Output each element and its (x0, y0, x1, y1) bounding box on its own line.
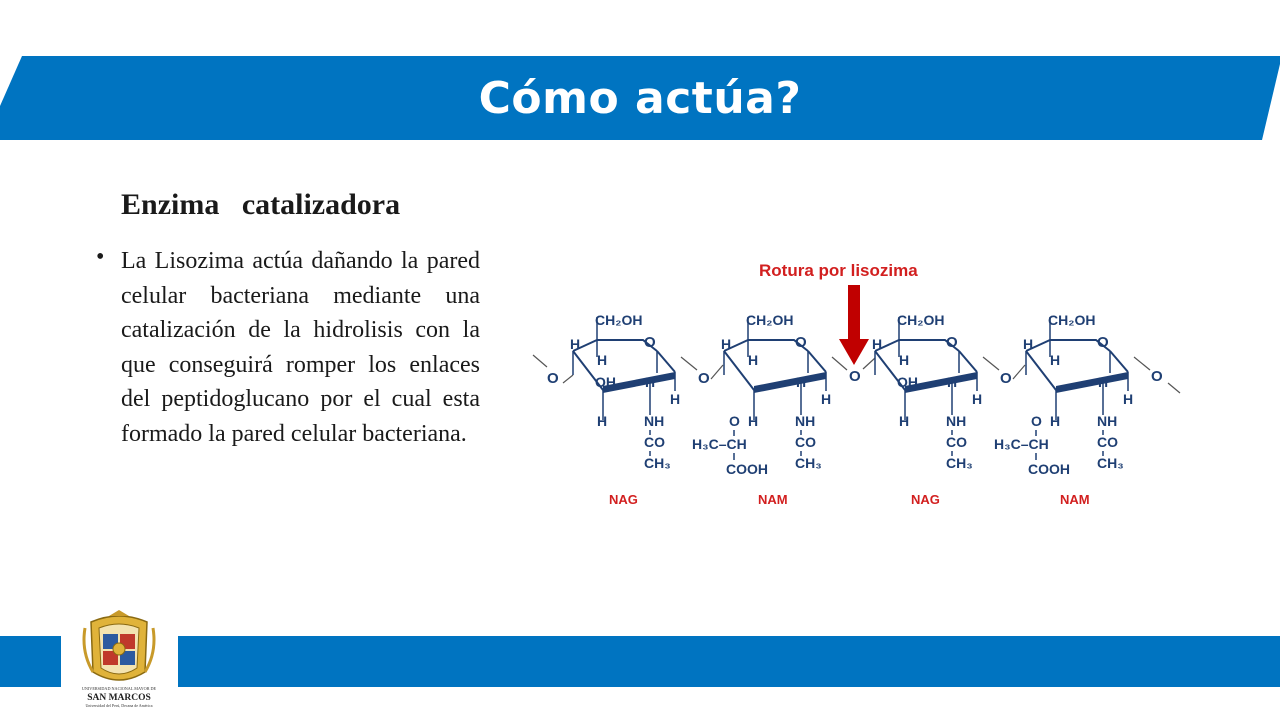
section-heading: Enzima catalizadora (121, 188, 401, 221)
link-oxygen-3: O (1000, 370, 1012, 387)
bullet-text: La Lisozima actúa dañando la pared celular bacteriana mediante una catalización de la hidrolisis con la que conseguirá romper los enlaces del peptidoglucano por el cual esta formado la pared celular bacteriana. (121, 248, 480, 447)
svg-text:Universidad del Perú, Decana d: Universidad del Perú, Decana de América (85, 703, 153, 708)
h-label: H (899, 352, 910, 368)
h-label: H (972, 391, 983, 407)
h-label: H (1050, 413, 1061, 429)
cleavage-arrow (839, 285, 869, 365)
bullet-dot: • (96, 244, 105, 270)
footer-bar-left (0, 636, 61, 687)
unit-type-label: NAG (911, 492, 940, 507)
ch2oh-label: CH₂OH (897, 312, 945, 328)
oh-label: OH (897, 374, 918, 390)
peptidoglycan-diagram (525, 255, 1205, 525)
h-label: H (597, 413, 608, 429)
nh-label: NH (1097, 413, 1118, 429)
ch3-label: CH₃ (644, 455, 671, 471)
h-label: H (872, 336, 883, 352)
sugar-unit-nag-1 (570, 312, 680, 507)
sugar-unit-nam-1 (692, 312, 831, 507)
h-label: H (899, 413, 910, 429)
ch3-label: CH₃ (795, 455, 822, 471)
cooh-label: COOH (726, 461, 768, 477)
nh-label: NH (946, 413, 967, 429)
h-label: H (748, 352, 759, 368)
sugar-unit-nam-2 (994, 312, 1133, 507)
lactyl-label: H₃C–CH (692, 436, 747, 452)
ch3-label: CH₃ (946, 455, 973, 471)
ch3-label: CH₃ (1097, 455, 1124, 471)
lactyl-label: H₃C–CH (994, 436, 1049, 452)
h-label: H (1098, 374, 1109, 390)
svg-text:UNIVERSIDAD NACIONAL MAYOR DE: UNIVERSIDAD NACIONAL MAYOR DE (81, 686, 157, 691)
unit-type-label: NAM (1060, 492, 1090, 507)
cooh-label: COOH (1028, 461, 1070, 477)
o-substituent: O (1031, 413, 1042, 429)
h-label: H (796, 374, 807, 390)
cleavage-label: Rotura por lisozima (759, 261, 918, 280)
nh-label: NH (795, 413, 816, 429)
nh-label: NH (644, 413, 665, 429)
unit-type-label: NAM (758, 492, 788, 507)
co-label: CO (946, 434, 967, 450)
unit-type-label: NAG (609, 492, 638, 507)
link-oxygen-1: O (698, 370, 710, 387)
ring-oxygen: O (644, 334, 656, 351)
co-label: CO (644, 434, 665, 450)
h-label: H (1050, 352, 1061, 368)
university-crest-logo (79, 608, 159, 712)
link-oxygen-4: O (1151, 368, 1163, 385)
ring-oxygen: O (795, 334, 807, 351)
ch2oh-label: CH₂OH (595, 312, 643, 328)
h-label: H (570, 336, 581, 352)
h-label: H (670, 391, 681, 407)
h-label: H (1123, 391, 1134, 407)
o-substituent: O (729, 413, 740, 429)
link-oxygen-2: O (849, 368, 861, 385)
sugar-unit-nag-2 (872, 312, 982, 507)
slide-title: Cómo actúa? (478, 72, 802, 124)
ring-oxygen: O (946, 334, 958, 351)
h-label: H (821, 391, 832, 407)
h-label: H (597, 352, 608, 368)
svg-text:SAN MARCOS: SAN MARCOS (87, 693, 151, 703)
h-label: H (721, 336, 732, 352)
ch2oh-label: CH₂OH (1048, 312, 1096, 328)
link-oxygen-0: O (547, 370, 559, 387)
co-label: CO (795, 434, 816, 450)
h-label: H (947, 374, 958, 390)
footer-bar-right (178, 636, 1280, 687)
oh-label: OH (595, 374, 616, 390)
h-label: H (645, 374, 656, 390)
h-label: H (748, 413, 759, 429)
ring-oxygen: O (1097, 334, 1109, 351)
ch2oh-label: CH₂OH (746, 312, 794, 328)
co-label: CO (1097, 434, 1118, 450)
h-label: H (1023, 336, 1034, 352)
